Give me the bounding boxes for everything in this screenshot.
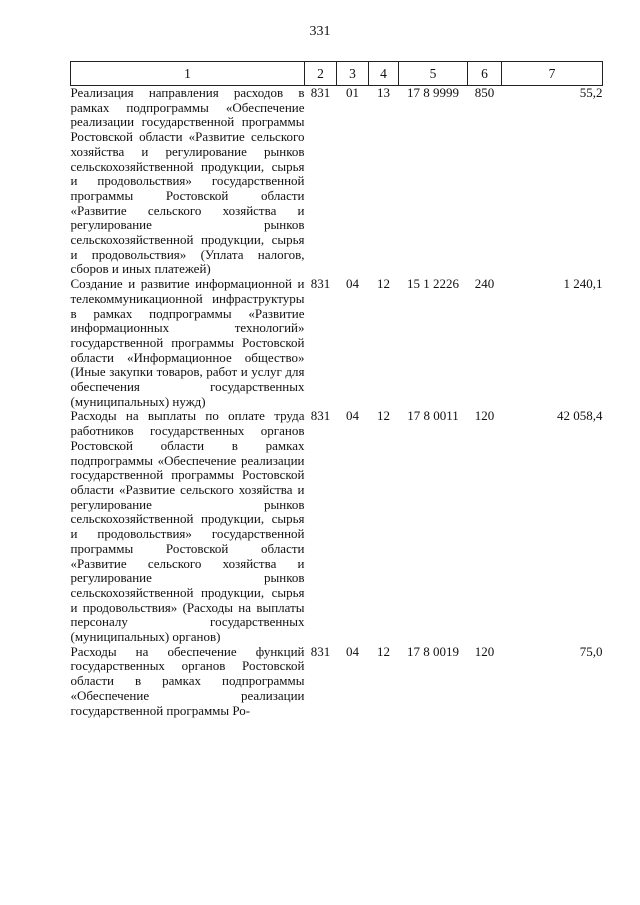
- target-code: 17 8 0019: [407, 643, 459, 659]
- subsection-code: 12: [377, 643, 390, 659]
- ministry-code: 831: [310, 276, 331, 292]
- column-header: 2: [305, 62, 337, 86]
- column-header: 1: [71, 62, 305, 86]
- page-number: 331: [309, 24, 331, 39]
- budget-table: [70, 61, 603, 718]
- table-row: [71, 409, 603, 644]
- target-code: 17 8 9999: [407, 85, 459, 100]
- section-code: 01: [346, 85, 359, 100]
- expense-type-code: 240: [474, 276, 495, 292]
- amount-value: 55,2: [579, 85, 603, 100]
- row-description: Расходы на выплаты по оплате труда работников государственных органов Ростовской области в рамках подпрограммы «Обеспечение реализации государственной программы Ростовской области «Развитие сельского хозяйства и регулирование рынков сельскохозяйственной продукции, сырья и продовольствия» государственной программы Ростовской области «Развитие сельского хозяйства и регулирование рынков сельскохозяйственной продукции, сырья и продовольствия» (Расходы на выплаты персоналу государственных (муниципальных) органов): [70, 408, 305, 645]
- column-header: 3: [337, 62, 369, 86]
- row-description: Создание и развитие информационной и телекоммуникационной инфраструктуры в рамках подпрограммы «Развитие информационных технологий» государственной программы Ростовской области «Информационное общество» (Иные закупки товаров, работ и услуг для обеспечения государственных (муниципальных) нужд): [70, 276, 305, 409]
- subsection-code: 12: [377, 408, 390, 424]
- amount-value: 75,0: [579, 643, 603, 659]
- table-row: [71, 277, 603, 409]
- subsection-code: 13: [377, 85, 390, 100]
- expense-type-code: 120: [474, 643, 495, 659]
- ministry-code: 831: [310, 643, 331, 659]
- subsection-code: 12: [377, 276, 390, 292]
- ministry-code: 831: [310, 408, 331, 424]
- target-code: 17 8 0011: [407, 408, 459, 424]
- section-code: 04: [346, 408, 359, 424]
- amount-value: 42 058,4: [557, 408, 603, 424]
- row-description: Реализация направления расходов в рамках подпрограммы «Обеспечение реализации государственной программы Ростовской области «Развитие сельского хозяйства и регулирование рынков сельскохозяйственной продукции, сырья и продовольствия» государственной программы Ростовской области «Развитие сельского хозяйства и регулирование рынков сельскохозяйственной продукции, сырья и продовольствия» (Уплата налогов, сборов и иных платежей): [70, 85, 305, 277]
- section-code: 04: [346, 643, 359, 659]
- table-header-row: [71, 62, 603, 86]
- ministry-code: 831: [310, 85, 331, 100]
- table-row: [71, 645, 603, 719]
- target-code: 15 1 2226: [407, 276, 459, 292]
- section-code: 04: [346, 276, 359, 292]
- row-description: Расходы на обеспечение функций государственных органов Ростовской области в рамках подпрограммы «Обеспечение реализации государственной программы Ро-: [70, 643, 305, 718]
- expense-type-code: 120: [474, 408, 495, 424]
- table-row: [71, 86, 603, 278]
- column-header: 5: [399, 62, 468, 86]
- column-header: 4: [369, 62, 399, 86]
- expense-type-code: 850: [474, 85, 495, 100]
- amount-value: 1 240,1: [563, 276, 603, 292]
- column-header: 6: [468, 62, 502, 86]
- column-header: 7: [502, 62, 603, 86]
